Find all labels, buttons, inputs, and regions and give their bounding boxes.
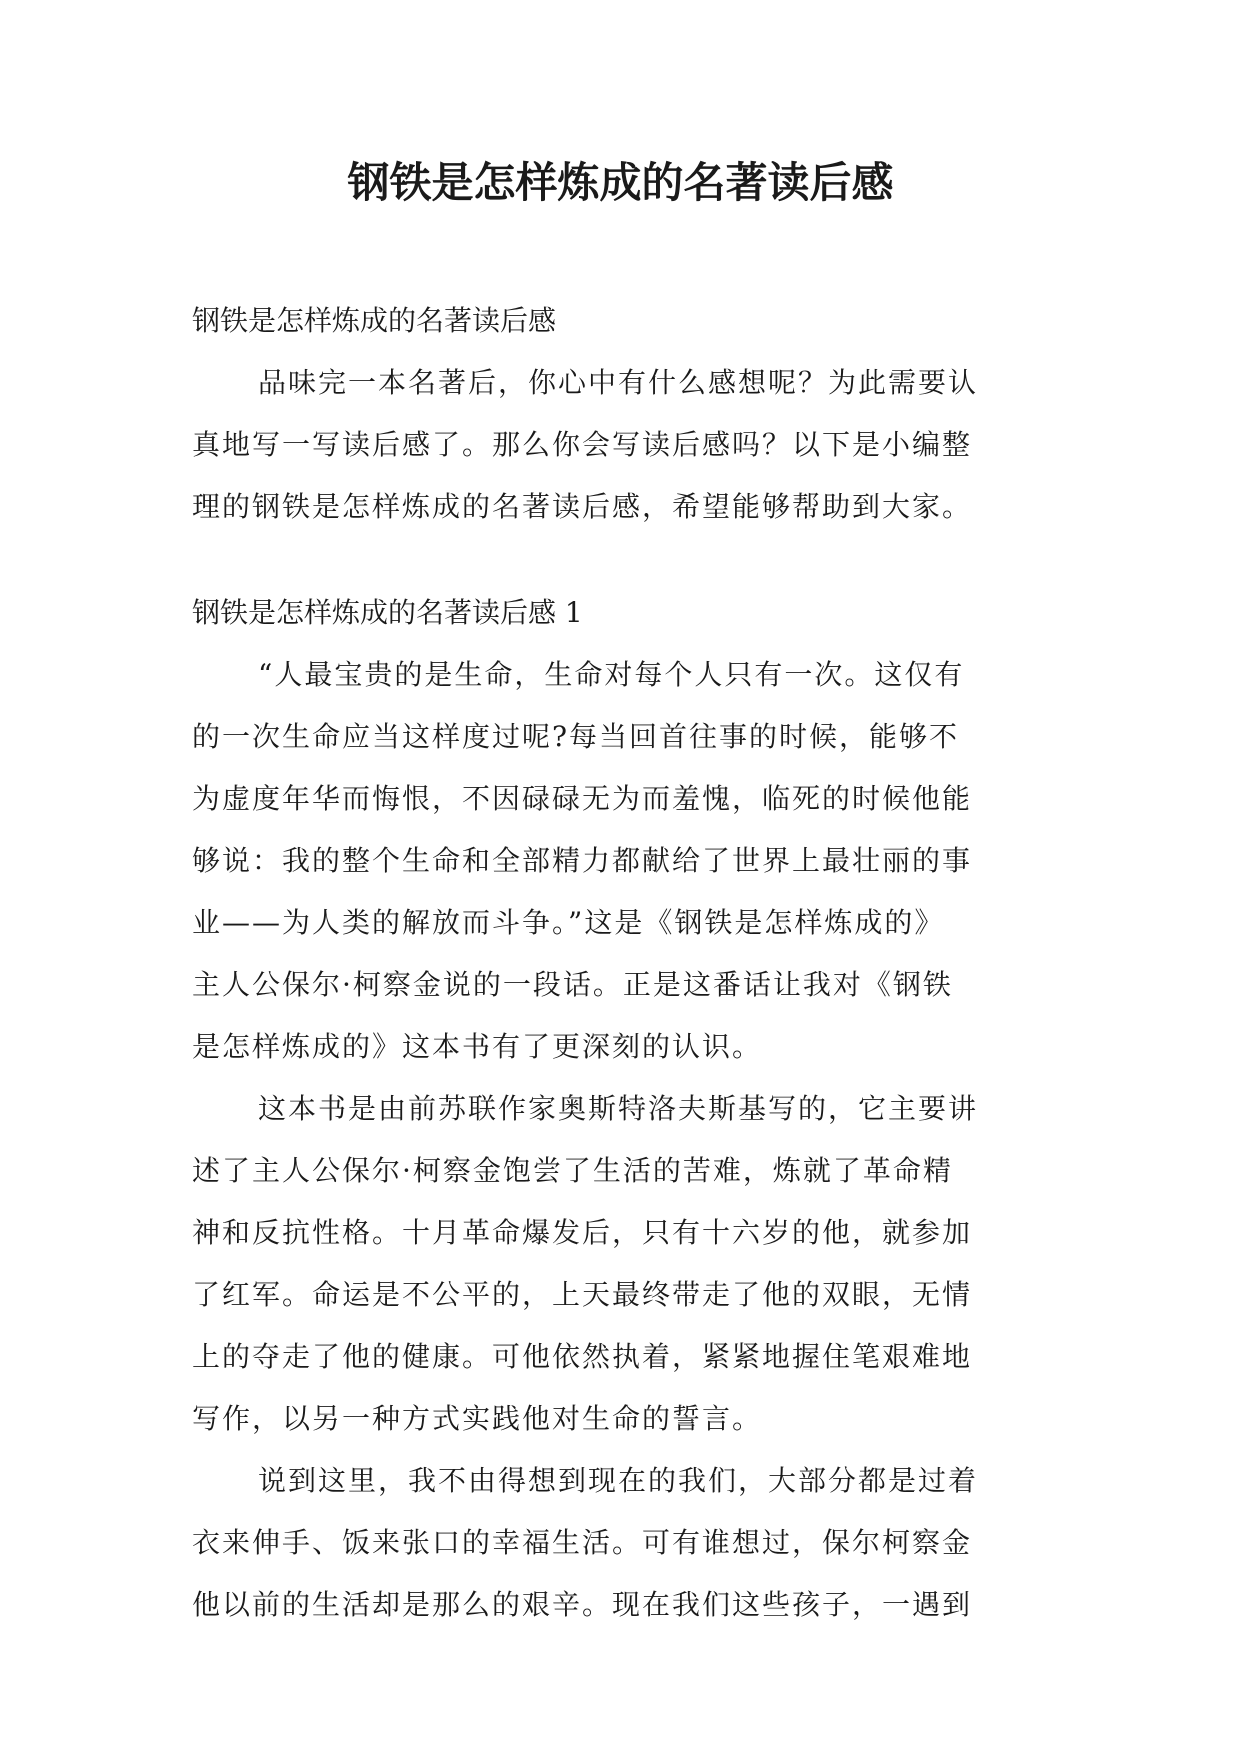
paragraph-line: 他以前的生活却是那么的艰辛。现在我们这些孩子，一遇到 <box>192 1588 973 1621</box>
paragraph-line: 够说：我的整个生命和全部精力都献给了世界上最壮丽的事 <box>192 844 973 877</box>
paragraph-line: 业——为人类的解放而斗争。”这是《钢铁是怎样炼成的》 <box>192 906 945 939</box>
intro-heading: 钢铁是怎样炼成的名著读后感 <box>192 304 557 337</box>
section-gap <box>192 538 1060 582</box>
paragraph-line: 品味完一本名著后，你心中有什么感想呢？为此需要认 <box>258 366 979 399</box>
paragraph-line: 是怎样炼成的》这本书有了更深刻的认识。 <box>192 1030 763 1063</box>
paragraph-line: 写作，以另一种方式实践他对生命的誓言。 <box>192 1402 763 1435</box>
paragraph-line: 了红军。命运是不公平的，上天最终带走了他的双眼，无情 <box>192 1278 973 1311</box>
paragraph-line: 为虚度年华而悔恨，不因碌碌无为而羞愧，临死的时候他能 <box>192 782 973 815</box>
paragraph-line: 的一次生命应当这样度过呢?每当回首往事的时候，能够不 <box>192 720 960 753</box>
paragraph-line: 上的夺走了他的健康。可他依然执着，紧紧地握住笔艰难地 <box>192 1340 973 1373</box>
section-heading: 钢铁是怎样炼成的名著读后感 1 <box>192 596 583 629</box>
paragraph-3 <box>192 1450 1060 1636</box>
paragraph-line: 述了主人公保尔·柯察金饱尝了生活的苦难，炼就了革命精 <box>192 1154 953 1187</box>
intro-paragraph <box>192 352 1060 538</box>
paragraph-line: 神和反抗性格。十月革命爆发后，只有十六岁的他，就参加 <box>192 1216 973 1249</box>
document-body <box>192 290 1060 1636</box>
paragraph-line: 真地写一写读后感了。那么你会写读后感吗？以下是小编整 <box>192 428 973 461</box>
paragraph-line: 衣来伸手、饭来张口的幸福生活。可有谁想过，保尔柯察金 <box>192 1526 973 1559</box>
paragraph-line: 主人公保尔·柯察金说的一段话。正是这番话让我对《钢铁 <box>192 968 953 1001</box>
paragraph-line: “人最宝贵的是生命，生命对每个人只有一次。这仅有 <box>258 658 965 691</box>
document-title: 钢铁是怎样炼成的名著读后感 <box>347 158 894 207</box>
paragraph-2 <box>192 1078 1060 1450</box>
paragraph-line: 理的钢铁是怎样炼成的名著读后感，希望能够帮助到大家。 <box>192 490 973 523</box>
paragraph-line: 说到这里，我不由得想到现在的我们，大部分都是过着 <box>258 1464 979 1497</box>
paragraph-line: 这本书是由前苏联作家奥斯特洛夫斯基写的，它主要讲 <box>258 1092 979 1125</box>
paragraph-1 <box>192 644 1060 1078</box>
